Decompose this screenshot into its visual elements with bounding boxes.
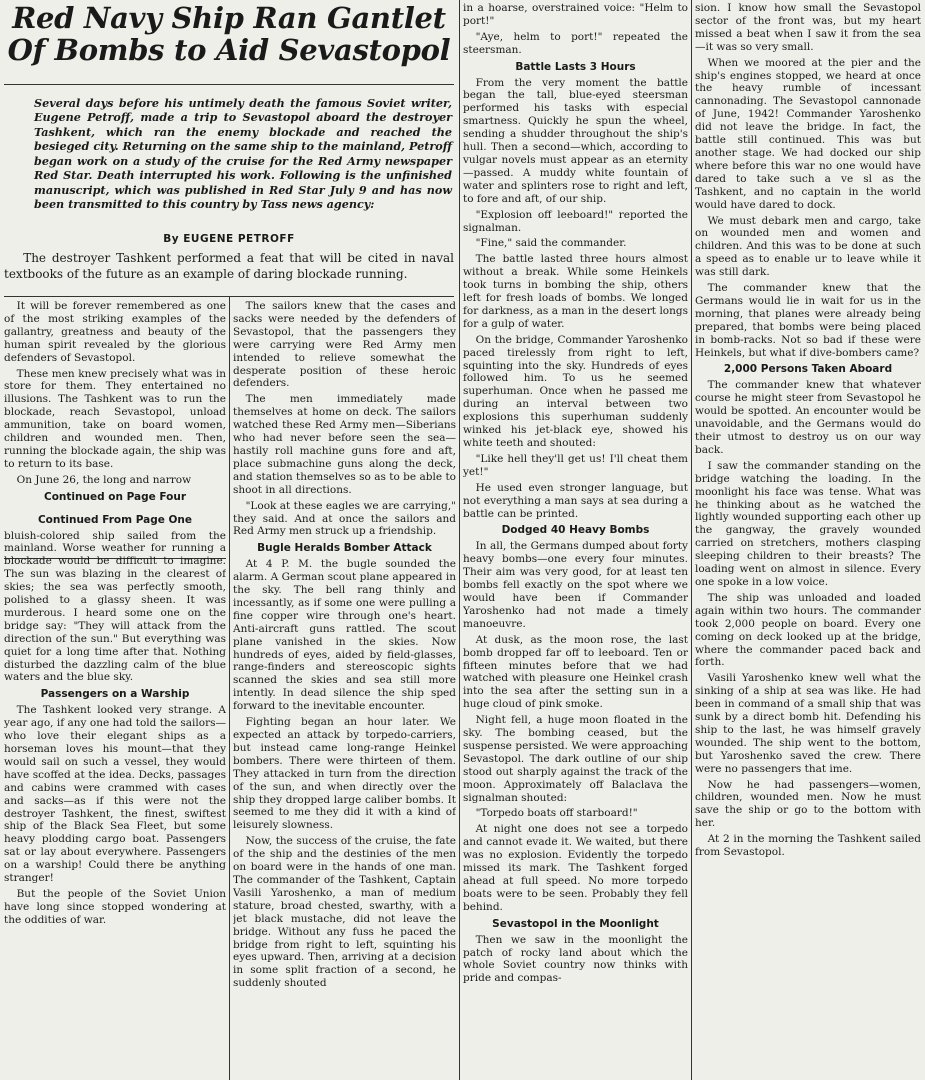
body-paragraph: bluish-colored ship sailed from the mainland. Worse weather for running a blockade would be difficult to imagine. The sun was blazing in the clearest of skies; the sea was perfectly smooth, polished to a glassy sheen. It was murderous. I heard some one on the bridge say: "They will attack from the direction of the sun." But everything was quiet for a long time after that. Nothing disturbed the dazzling calm of the blue waters and the blue sky.	[4, 529, 226, 684]
subheading: Passengers on a Warship	[40, 688, 190, 701]
body-paragraph: These men knew precisely what was in store for them. They entertained no illusions. The Tashkent was to run the blockade, reach Sevastopol, unload ammunition, take on board women, children and wounded men. Then, running the blockade again, the ship was to return to its base.	[4, 367, 226, 470]
body-paragraph: The sailors knew that the cases and sacks were needed by the defenders of Sevastopol, that the passengers they were carrying were Red Army men intended to relieve somewhat the desperate position of these heroic defenders.	[233, 300, 456, 390]
jump-line-out: Continued on Page Four	[43, 490, 186, 503]
body-paragraph: He used even stronger language, but not everything a man says at sea during a battle can be printed.	[463, 481, 688, 520]
body-paragraph: The Tashkent looked very strange. A year ago, if any one had told the sailors—who love their elegant ships as a horseman loves his mount—that they would sail on such a vessel, they would have scoffed at the idea. Decks, passages and cabins were crammed with cases and sacks—as if this were not the destroyer Tashkent, the finest, swiftest ship of the Black Sea Fleet, but some heavy plodding cargo boat. Passengers sat or lay about everywhere. Passengers on a warship! Could there be anything stranger!	[4, 704, 226, 885]
column-rule-3-4	[691, 0, 692, 1080]
headline-underline	[4, 84, 454, 85]
body-paragraph: At 4 P. M. the bugle sounded the alarm. A German scout plane appeared in the sky. The bell rang thinly and incessantly, as if some one were pulling a fine copper wire through one's heart. Anti-aircraft guns rattled. The scout plane vanished in the skies. Now hundreds of eyes, aided by field-glasses, range-finders and stereoscopic sights scanned the skies and sea still more intently. In dead silence the ship sped forward to the inevitable encounter.	[233, 558, 456, 713]
column-rule-2-3	[459, 0, 460, 1080]
column-4	[695, 2, 921, 1080]
jump-line-in: Continued From Page One	[37, 513, 193, 526]
body-paragraph: Now he had passengers—women, children, wounded men. Now he must save the ship or go to the bottom with her.	[695, 778, 921, 830]
body-paragraph: At 2 in the morning the Tashkent sailed from Sevastopol.	[695, 833, 921, 859]
body-paragraph: But the people of the Soviet Union have long since stopped wondering at the oddities of war.	[4, 887, 226, 926]
body-paragraph: "Like hell they'll get us! I'll cheat them yet!"	[463, 452, 688, 478]
subheading: Dodged 40 Heavy Bombs	[501, 524, 650, 537]
body-paragraph: The ship was unloaded and loaded again within two hours. The commander took 2,000 people on board. Every one coming on deck looked up at the bridge, where the commander paced back and forth.	[695, 591, 921, 669]
body-paragraph: "Explosion off leeboard!" reported the signalman.	[463, 208, 688, 234]
subheading: 2,000 Persons Taken Aboard	[723, 363, 893, 376]
body-paragraph: The commander knew that the Germans would lie in wait for us in the morning, that planes were already being prepared, that bombs were being placed in bomb-racks. Not so bad if these were Heinkels, but what if dive-bombers came?	[695, 282, 921, 359]
headline: Red Navy Ship Ran Gantlet Of Bombs to Aid Sevastopol	[7, 1, 451, 68]
column-rule-1-2	[229, 297, 230, 1080]
column-2	[233, 300, 456, 1080]
body-paragraph: The battle lasted three hours almost without a break. While some Heinkels took turns in bombing the ship, others left for fresh loads of bombs. We longed for darkness, as a man in the desert longs for a gulp of water.	[463, 253, 688, 330]
byline: By EUGENE PETROFF	[163, 233, 295, 245]
body-paragraph: From the very moment the battle began the tall, blue-eyed steersman performed his tasks with especial smartness. Quickly he spun the wheel, sending a shudder throughout the ship's hull. Then a second—which, according to vulgar novels must appear as an eternity—passed. A muddy white fountain of water and splinters rose to right and left, to fore and aft, of our ship.	[463, 76, 688, 205]
lead-paragraph: The destroyer Tashkent performed a feat that will be cited in naval textbooks of the future as an example of daring blockade running.	[4, 251, 454, 281]
intro-paragraph: Several days before his untimely death the famous Soviet writer, Eugene Petroff, made a trip to Sevastopol aboard the destroyer Tashkent, which ran the enemy blockade and reached the besieged city. Returning on the same ship to the mainland, Petroff began work on a study of the cruise for the Red Army newspaper Red Star. Death interrupted his work. Following is the unfinished manuscript, which was published in Red Star July 9 and has now been transmitted to this country by Tass news agency:	[34, 96, 452, 212]
body-paragraph: sion. I know how small the Sevastopol sector of the front was, but my heart missed a beat when I saw it from the sea—it was so very small.	[695, 2, 921, 53]
body-paragraph: At dusk, as the moon rose, the last bomb dropped far off to leeboard. Ten or fifteen minutes before that we had watched with pleasure one Heinkel crash into the sea after the setting sun in a huge cloud of pink smoke.	[463, 633, 688, 711]
body-paragraph: in a hoarse, overstrained voice: "Helm to port!"	[463, 2, 688, 27]
body-paragraph: When we moored at the pier and the ship's engines stopped, we heard at once the heavy rumble of incessant cannonading. The Sevastopol cannonade of June, 1942! Commander Yaroshenko did not leave the bridge. In fact, the battle still continued. This was but another stage. We had docked our ship where before this war no one would have dared to take such a ve sl as the Tashkent, and no captain in the world would have dared to dock.	[695, 56, 921, 211]
body-paragraph: Now, the success of the cruise, the fate of the ship and the destinies of the men on board were in the hands of one man. The commander of the Tashkent, Captain Vasili Yaroshenko, a man of medium stature, broad chested, swarthy, with a jet black mustache, did not leave the bridge. Without any fuss he paced the bridge from right to left, squinting his eyes upward. Then, arriving at a decision in some split fraction of a second, he suddenly shouted	[233, 835, 456, 990]
body-paragraph: At night one does not see a torpedo and cannot evade it. We waited, but there was no explosion. Evidently the torpedo missed its mark. The Tashkent forged ahead at full speed. No more torpedo boats were to be seen. Probably they fell behind.	[463, 823, 688, 913]
body-paragraph: On the bridge, Commander Yaroshenko paced tirelessly from right to left, squinting into the sky. Hundreds of eyes followed him. To us he seemed superhuman. Once when he passed me during an interval between two explosions this superhuman suddenly winked his jet-black eye, showed his white teeth and shouted:	[463, 333, 688, 449]
body-paragraph: We must debark men and cargo, take on wounded men and women and children. And this was to be done at such a speed as to enable ur to leave while it was still dark.	[695, 214, 921, 279]
body-paragraph: On June 26, the long and narrow	[16, 473, 192, 486]
body-paragraph: "Torpedo boats off starboard!"	[475, 807, 638, 820]
body-paragraph: Vasili Yaroshenko knew well what the sinking of a ship at sea was like. He had been in command of a small ship that was sunk by a direct bomb hit. Defending his ship to the last, he was himself gravely wounded. The ship went to the bottom, but Yaroshenko saved the crew. There were no passengers that ime.	[695, 672, 921, 775]
body-paragraph: I saw the commander standing on the bridge watching the loading. In the moonlight his face was tense. What was he thinking about as he watched the lightly wounded supporting each other up the gangway, the gravely wounded carried on stretchers, mothers clasping sleeping children to their breasts? The loading went on almost in silence. Every one spoke in a low voice.	[695, 459, 921, 588]
body-paragraph: It will be forever remembered as one of the most striking examples of the gallantry, greatness and beauty of the human spirit revealed by the glorious defenders of Sevastopol.	[4, 300, 226, 364]
body-paragraph: Night fell, a huge moon floated in the sky. The bombing ceased, but the suspense persisted. We were approaching Sevastopol. The dark outline of our ship stood out sharply against the track of the moon. Approximately off Balaclava the signalman shouted:	[463, 714, 688, 804]
body-paragraph: "Look at these eagles we are carrying," they said. And at once the sailors and Red Army men struck up a friendship.	[233, 499, 456, 538]
body-paragraph: The men immediately made themselves at home on deck. The sailors watched these Red Army men—Siberians who had never before seen the sea—hastily roll machine guns fore and aft, place submachine guns along the deck, and station themselves so as to be able to shoot in all directions.	[233, 393, 456, 496]
body-paragraph: The commander knew that whatever course he might steer from Sevastopol he would be spotted. An encounter would be unavoidable, and the Germans would do their utmost to destroy us on our way back.	[695, 379, 921, 456]
body-paragraph: Then we saw in the moonlight the patch of rocky land about which the whole Soviet country now thinks with pride and compas-	[463, 933, 688, 985]
body-paragraph: "Aye, helm to port!" repeated the steersman.	[463, 30, 688, 56]
body-paragraph: Fighting began an hour later. We expected an attack by torpedo-carriers, but instead came long-range Heinkel bombers. There were thirteen of them. They attacked in turn from the direction of the sun, and when directly over the ship they dropped large caliber bombs. It seemed to me they did it with a kind of leisurely slowness.	[233, 716, 456, 832]
body-paragraph: In all, the Germans dumped about forty heavy bombs—one every four minutes. Their aim was very good, for at least ten bombs fell exactly on the spot where we would have been if Commander Yaroshenko had not made a timely manoeuvre.	[463, 540, 688, 630]
subheading: Sevastopol in the Moonlight	[492, 917, 659, 930]
subheading: Battle Lasts 3 Hours	[515, 60, 636, 73]
column-1	[4, 300, 226, 1080]
subheading: Bugle Heralds Bomber Attack	[257, 542, 432, 555]
column-3	[463, 2, 688, 1080]
body-paragraph: "Fine," said the commander.	[475, 237, 627, 250]
